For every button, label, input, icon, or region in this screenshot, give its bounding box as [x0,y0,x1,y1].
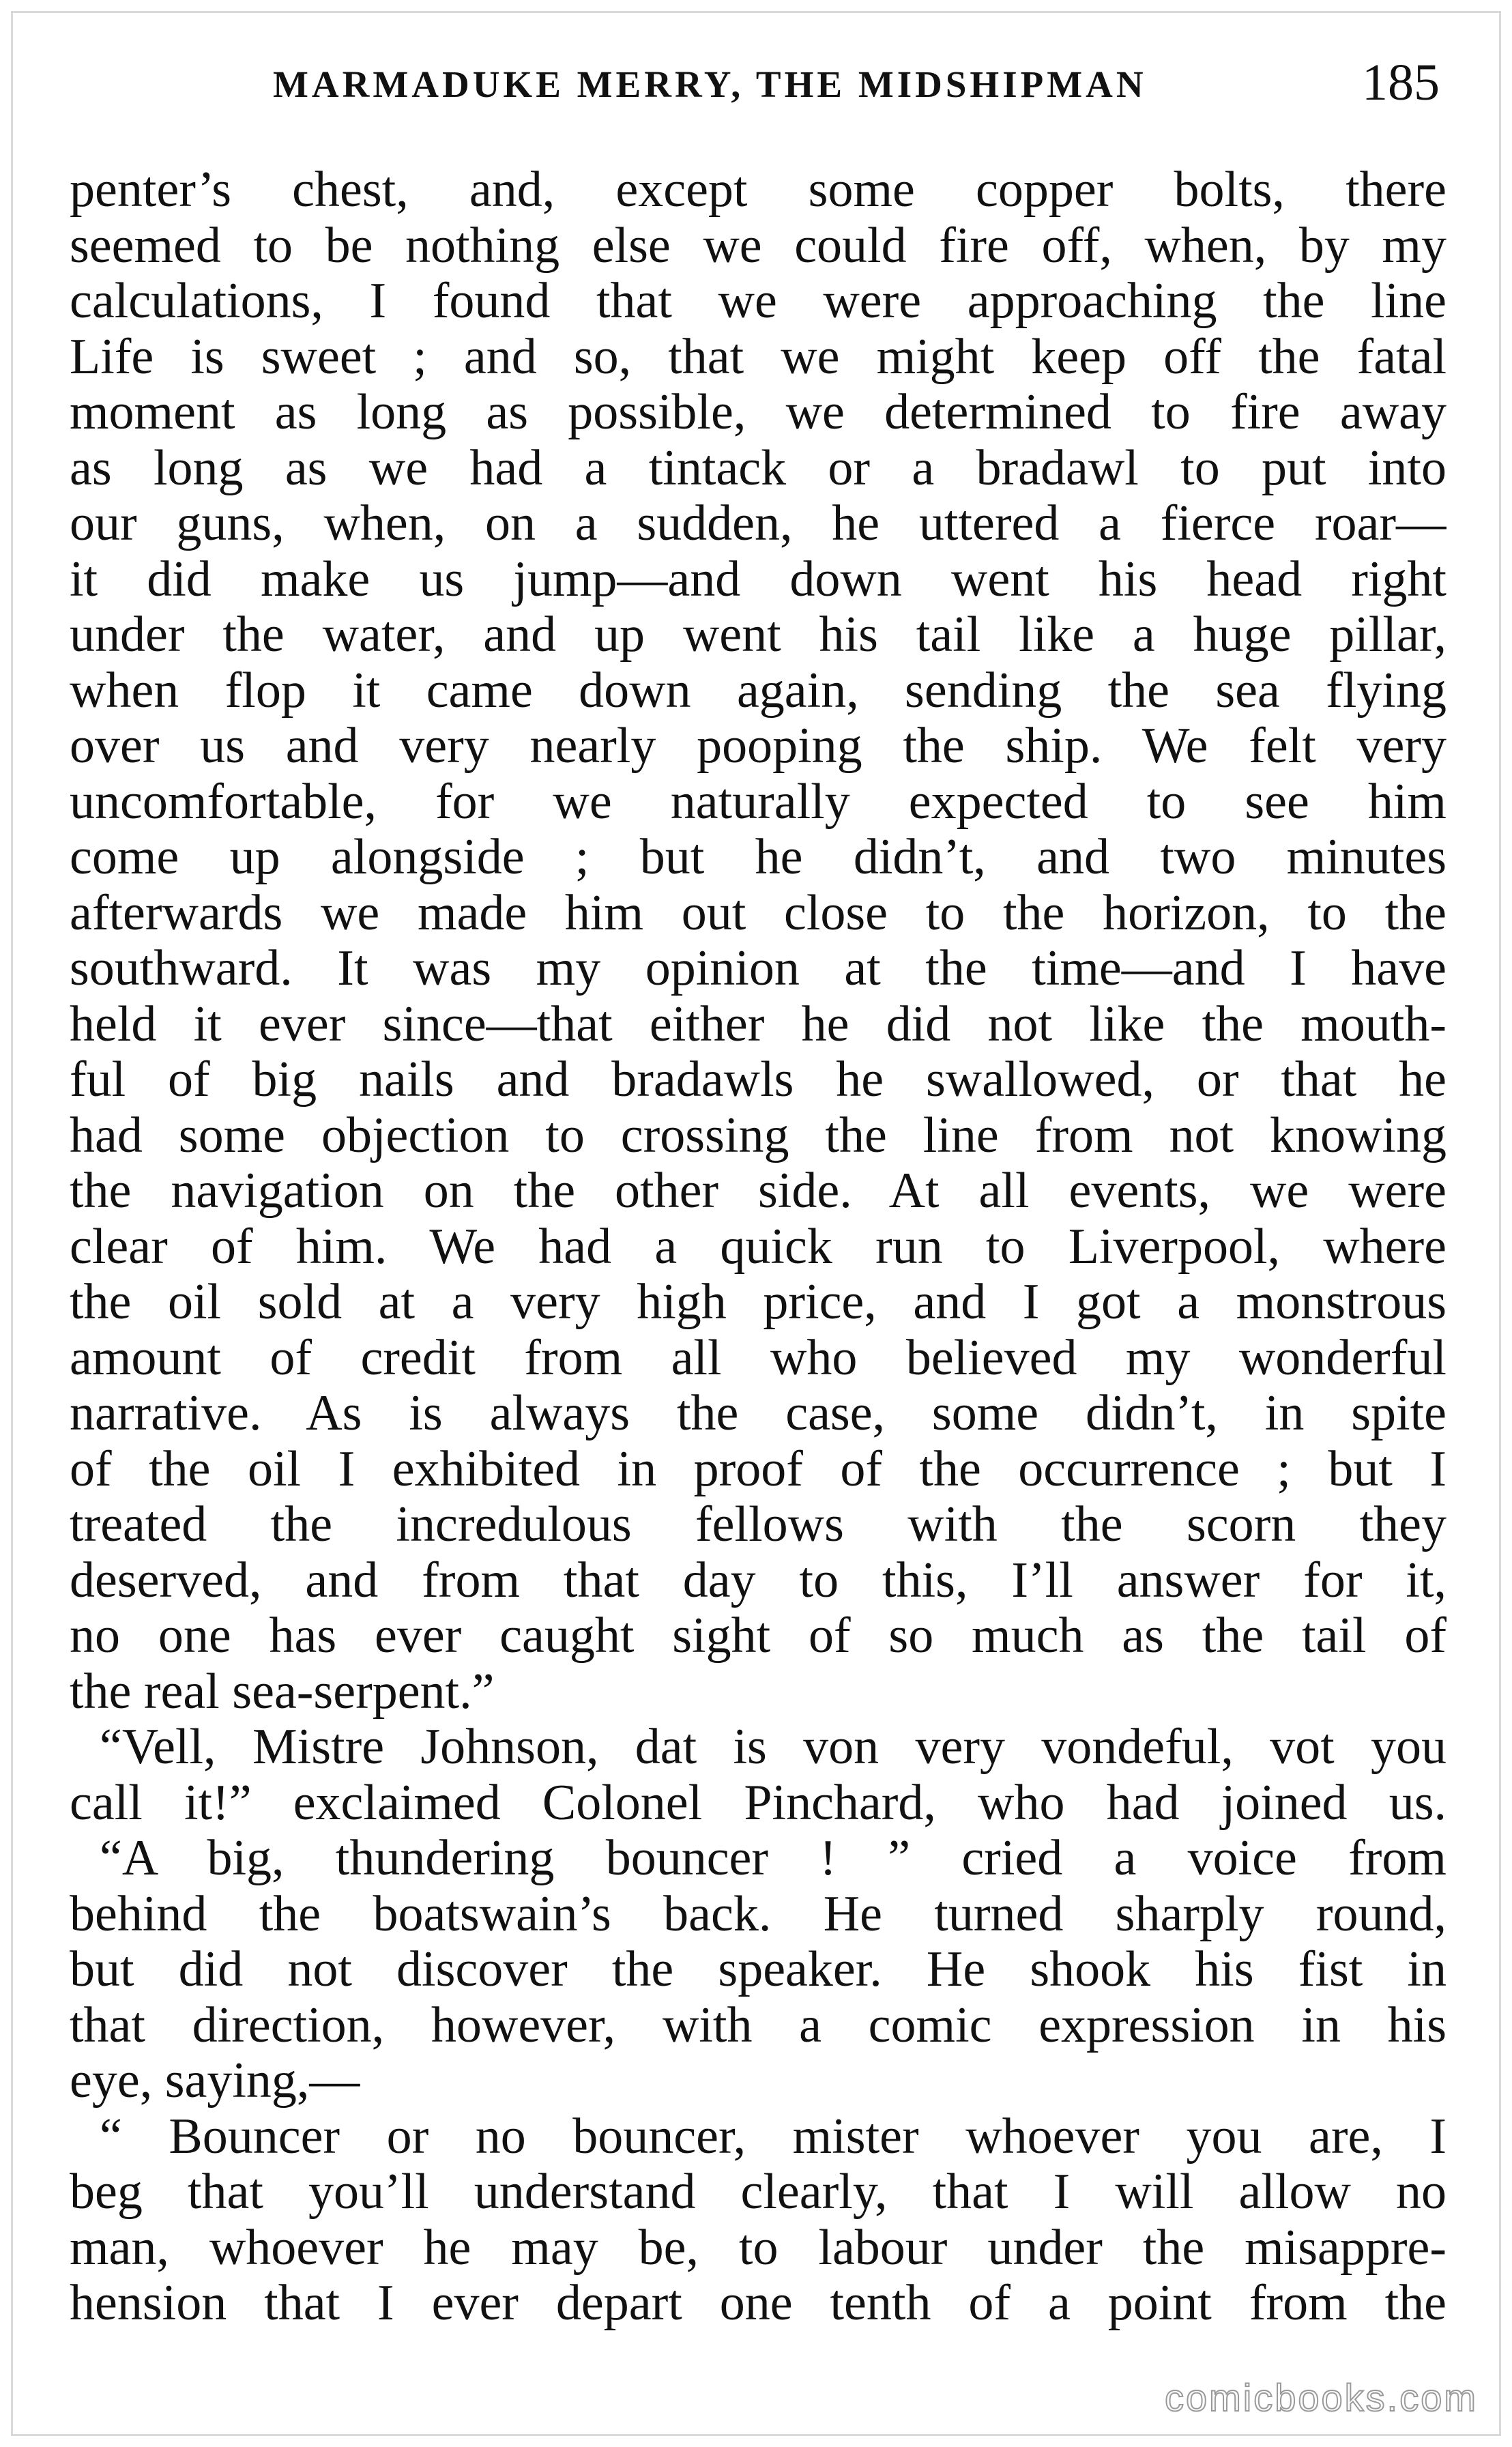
text-line: penter’s chest, and, except some copper bolts, there [70,162,1446,218]
text-line: deserved, and from that day to this, I’ll answer for it, [70,1552,1446,1608]
text-line: treated the incredulous fellows with the scorn they [70,1497,1446,1552]
text-line: when flop it came down again, sending the sea flying [70,663,1446,719]
text-line: come up alongside ; but he didn’t, and two minutes [70,830,1446,885]
text-line: of the oil I exhibited in proof of the occurrence ; but I [70,1441,1446,1497]
text-line: over us and very nearly pooping the ship. We felt very [70,719,1446,774]
text-line: “ Bouncer or no bouncer, mister whoever you are, I [100,2109,1446,2164]
running-title: MARMADUKE MERRY, THE MIDSHIPMAN [273,63,1147,105]
text-line: the oil sold at a very high price, and I got a monstrous [70,1275,1446,1330]
text-line: beg that you’ll understand clearly, that I will allow no [70,2164,1446,2220]
text-line: uncomfortable, for we naturally expected to see him [70,774,1446,830]
text-line: as long as we had a tintack or a bradawl to put into [70,440,1446,496]
text-line: but did not discover the speaker. He shook his fist in [70,1942,1446,1997]
text-line: afterwards we made him out close to the horizon, to the [70,885,1446,941]
text-line: the real sea-serpent.” [70,1664,495,1720]
text-line: that direction, however, with a comic expression in his [70,1997,1446,2053]
text-line: Life is sweet ; and so, that we might keep off the fatal [70,329,1446,385]
text-line: behind the boatswain’s back. He turned sharply round, [70,1886,1446,1942]
text-line: “Vell, Mistre Johnson, dat is von very vondeful, vot you [100,1720,1446,1775]
text-line: had some objection to crossing the line from not knowing [70,1107,1446,1163]
text-line: amount of credit from all who believed my wonderful [70,1330,1446,1386]
text-line: man, whoever he may be, to labour under the misappre- [70,2220,1446,2276]
text-line: narrative. As is always the case, some didn’t, in spite [70,1386,1446,1441]
text-line: held it ever since—that either he did not like the mouth- [70,996,1446,1052]
text-line: calculations, I found that we were approaching the line [70,274,1446,329]
text-line: call it!” exclaimed Colonel Pinchard, who had joined us. [70,1775,1446,1831]
text-line: seemed to be nothing else we could fire off, when, by my [70,218,1446,274]
text-line: clear of him. We had a quick run to Liverpool, where [70,1219,1446,1275]
page-number: 185 [1362,54,1440,111]
text-line: hension that I ever depart one tenth of a point from the [70,2276,1446,2331]
text-line: under the water, and up went his tail like a huge pillar, [70,607,1446,663]
text-line: it did make us jump—and down went his head right [70,551,1446,607]
text-line: our guns, when, on a sudden, he uttered a fierce roar— [70,496,1446,551]
text-line: ful of big nails and bradawls he swallowed, or that he [70,1052,1446,1107]
page-header [273,53,1440,115]
body-text [70,162,1446,2332]
watermark: comicbooks.com [1164,2376,1478,2419]
text-line: moment as long as possible, we determined to fire away [70,385,1446,440]
text-line: the navigation on the other side. At all events, we were [70,1163,1446,1219]
text-line: southward. It was my opinion at the time—and I have [70,941,1446,996]
text-line: “A big, thundering bouncer ! ” cried a voice from [100,1831,1446,1886]
text-line: no one has ever caught sight of so much as the tail of [70,1608,1446,1664]
text-line: eye, saying,— [70,2053,360,2109]
